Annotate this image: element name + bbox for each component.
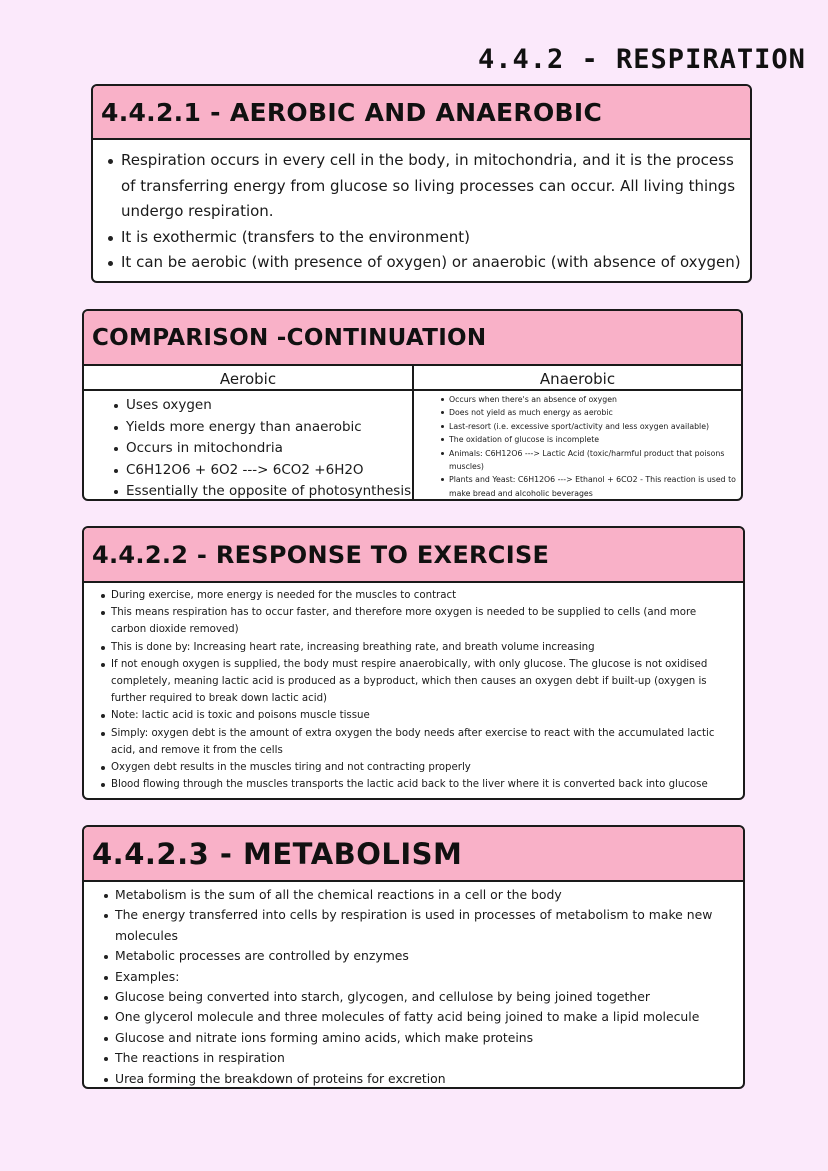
list-item: Oxygen debt results in the muscles tiring and not contracting properly	[111, 759, 733, 776]
list-item: Animals: C6H12O6 ---> Lactic Acid (toxic/harmful product that poisons muscles)	[449, 447, 737, 474]
list-item: Uses oxygen	[126, 395, 412, 417]
list-item: It can be aerobic (with presence of oxygen) or anaerobic (with absence of oxygen)	[121, 250, 742, 276]
list-item: During exercise, more energy is needed for the muscles to contract	[111, 587, 733, 604]
list-item: Simply: oxygen debt is the amount of extra oxygen the body needs after exercise to react with the accumulated lactic acid, and remove it from the cells	[111, 725, 733, 759]
aerobic-anaerobic-heading: 4.4.2.1 - AEROBIC AND ANAEROBIC	[93, 86, 750, 140]
anaerobic-column-header: Anaerobic	[414, 366, 741, 391]
list-item: One glycerol molecule and three molecules of fatty acid being joined to make a lipid molecule	[115, 1007, 733, 1027]
comparison-card	[82, 309, 743, 501]
exercise-list	[84, 583, 743, 793]
list-item: The reactions in respiration	[115, 1048, 733, 1068]
page-title: 4.4.2 - RESPIRATION	[478, 44, 806, 75]
metabolism-heading: 4.4.2.3 - METABOLISM	[84, 827, 743, 882]
list-item: Glucose and nitrate ions forming amino acids, which make proteins	[115, 1028, 733, 1048]
aerobic-anaerobic-card	[91, 84, 752, 283]
list-item: C6H12O6 + 6O2 ---> 6CO2 +6H2O	[126, 460, 412, 482]
metabolism-list	[84, 882, 743, 1089]
list-item: Last-resort (i.e. excessive sport/activity and less oxygen available)	[449, 420, 737, 433]
list-item: This means respiration has to occur faster, and therefore more oxygen is needed to be supplied to cells (and more carbon dioxide removed)	[111, 604, 733, 638]
exercise-heading: 4.4.2.2 - RESPONSE TO EXERCISE	[84, 528, 743, 583]
anaerobic-column	[414, 366, 741, 499]
exercise-card	[82, 526, 745, 800]
metabolism-card	[82, 825, 745, 1089]
aerobic-list	[84, 391, 412, 501]
list-item: The energy transferred into cells by respiration is used in processes of metabolism to make new molecules	[115, 905, 733, 946]
list-item: Essentially the opposite of photosynthesis	[126, 481, 412, 501]
list-item: Examples:	[115, 967, 733, 987]
list-item: Plants and Yeast: C6H12O6 ---> Ethanol + 6CO2 - This reaction is used to make bread and alcoholic beverages	[449, 473, 737, 500]
list-item: Urea forming the breakdown of proteins for excretion	[115, 1069, 733, 1089]
list-item: Yields more energy than anaerobic	[126, 417, 412, 439]
list-item: It is exothermic (transfers to the environment)	[121, 225, 742, 251]
list-item: Metabolism is the sum of all the chemical reactions in a cell or the body	[115, 885, 733, 905]
list-item: The oxidation of glucose is incomplete	[449, 433, 737, 446]
list-item: Note: lactic acid is toxic and poisons muscle tissue	[111, 707, 733, 724]
list-item: Blood flowing through the muscles transports the lactic acid back to the liver where it is converted back into glucose	[111, 776, 733, 793]
list-item: Metabolic processes are controlled by enzymes	[115, 946, 733, 966]
list-item: Occurs when there's an absence of oxygen	[449, 393, 737, 406]
aerobic-column	[84, 366, 414, 499]
comparison-heading: COMPARISON -CONTINUATION	[84, 311, 741, 366]
comparison-table	[84, 366, 741, 499]
list-item: Occurs in mitochondria	[126, 438, 412, 460]
aerobic-column-header: Aerobic	[84, 366, 412, 391]
anaerobic-list	[414, 391, 741, 500]
list-item: If not enough oxygen is supplied, the body must respire anaerobically, with only glucose. The glucose is not oxidised completely, meaning lactic acid is produced as a byproduct, which then causes an oxygen debt if built-up (oxygen is further required to break down lactic acid)	[111, 656, 733, 708]
list-item: Does not yield as much energy as aerobic	[449, 406, 737, 419]
aerobic-anaerobic-list	[93, 140, 750, 276]
list-item: This is done by: Increasing heart rate, increasing breathing rate, and breath volume increasing	[111, 639, 733, 656]
list-item: Glucose being converted into starch, glycogen, and cellulose by being joined together	[115, 987, 733, 1007]
list-item: Respiration occurs in every cell in the body, in mitochondria, and it is the process of transferring energy from glucose so living processes can occur. All living things undergo respiration.	[121, 148, 742, 225]
